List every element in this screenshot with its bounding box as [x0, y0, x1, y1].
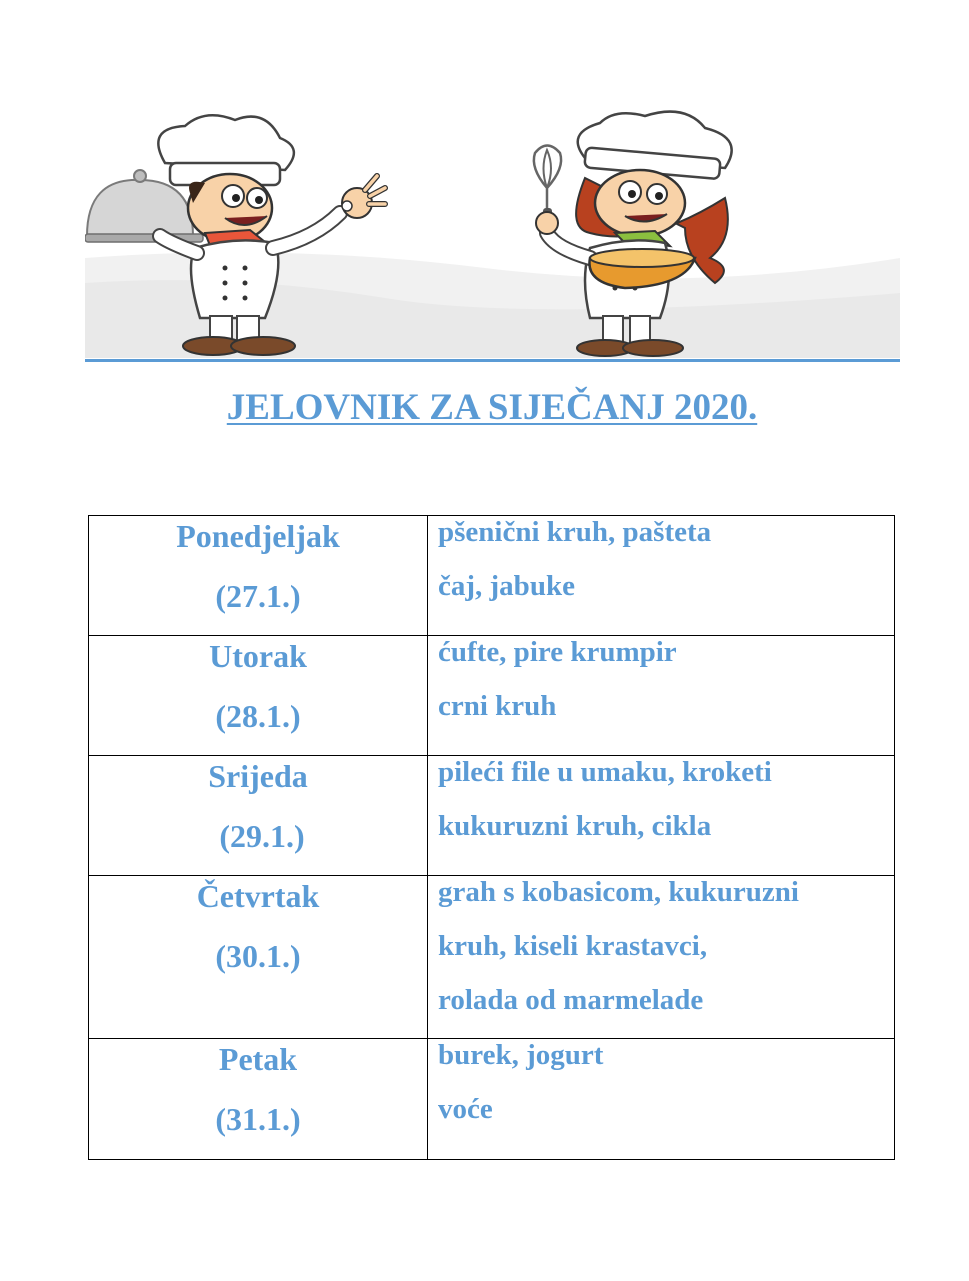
menu-table — [88, 515, 895, 1160]
table-row — [89, 756, 895, 876]
table-row — [89, 876, 895, 1039]
day-cell — [89, 636, 428, 756]
day-name: Petak — [218, 1041, 298, 1077]
day-name: Ponedjeljak — [176, 518, 340, 554]
day-cell — [89, 1039, 428, 1160]
day-name: Četvrtak — [196, 878, 320, 914]
food-line: pileći file u umaku, kroketi — [438, 756, 772, 788]
day-cell — [89, 516, 428, 636]
food-line: kruh, kiseli krastavci, — [438, 930, 708, 962]
food-cell — [428, 756, 895, 876]
food-line: rolada od marmelade — [438, 984, 704, 1016]
food-cell — [428, 1039, 895, 1160]
day-cell — [89, 756, 428, 876]
food-line: kukuruzni kruh, cikla — [438, 810, 712, 842]
food-line: crni kruh — [438, 690, 557, 722]
food-line: grah s kobasicom, kukuruzni — [438, 876, 799, 908]
day-name: Srijeda — [208, 758, 308, 794]
divider-line — [85, 359, 900, 362]
food-cell — [428, 876, 895, 1039]
day-cell — [89, 876, 428, 1039]
chef-banner-illustration — [85, 108, 900, 358]
table-row — [89, 516, 895, 636]
day-date: (29.1.) — [211, 818, 305, 854]
day-date: (30.1.) — [215, 938, 301, 974]
page-title: JELOVNIK ZA SIJEČANJ 2020. — [226, 387, 758, 428]
food-line: burek, jogurt — [438, 1039, 604, 1071]
food-line: voće — [438, 1093, 493, 1125]
table-row — [89, 1039, 895, 1160]
food-cell — [428, 516, 895, 636]
food-line: ćufte, pire krumpir — [438, 636, 677, 668]
food-line: pšenični kruh, pašteta — [438, 516, 712, 548]
day-date: (28.1.) — [215, 698, 301, 734]
day-date: (27.1.) — [215, 578, 301, 614]
day-date: (31.1.) — [215, 1101, 301, 1137]
table-row — [89, 636, 895, 756]
food-cell — [428, 636, 895, 756]
day-name: Utorak — [209, 638, 307, 674]
food-line: čaj, jabuke — [438, 570, 575, 602]
